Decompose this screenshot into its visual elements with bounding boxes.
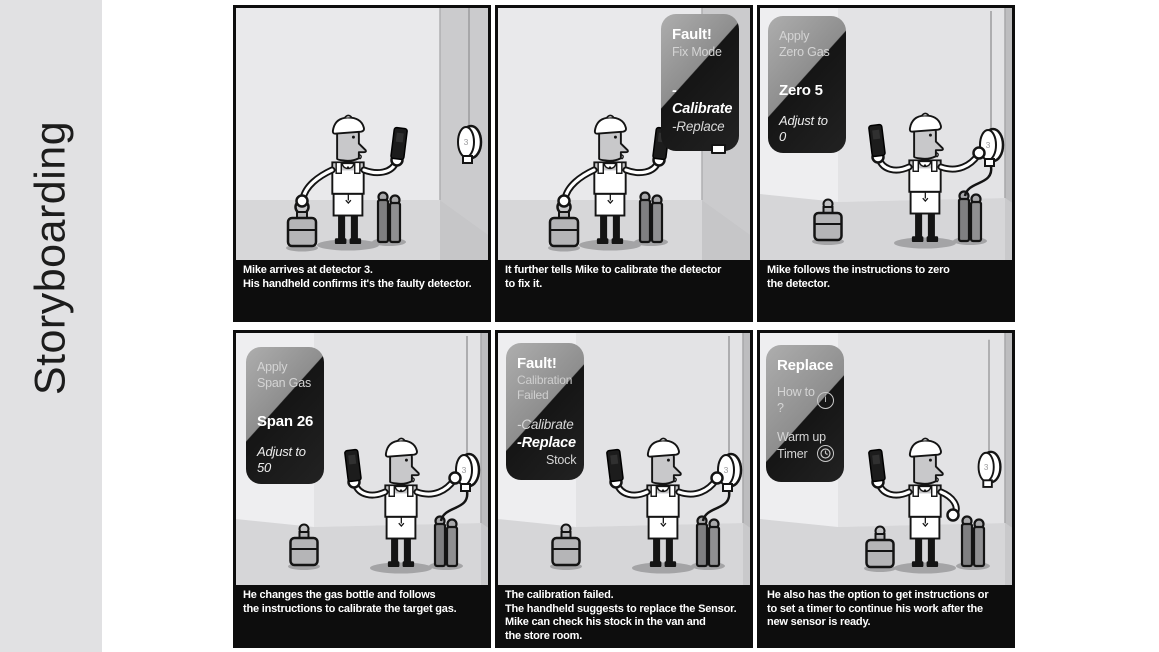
- phone-reading: Span 26: [257, 413, 314, 430]
- phone-howto-label: How to ?: [777, 385, 815, 415]
- panel-4-illustration: [236, 333, 488, 585]
- phone-adjustment: Adjust to 50: [257, 444, 306, 475]
- phone-option-replace: -Replace: [672, 119, 725, 134]
- phone-instruction: Span Gas: [257, 376, 311, 390]
- caption-line: His handheld confirms it's the faulty detector.: [243, 277, 472, 290]
- panel-6-caption: [760, 585, 1012, 645]
- panel-3-illustration: [760, 8, 1012, 260]
- phone-subtitle: Calibration: [517, 373, 573, 387]
- caption-line: to set a timer to continue his work after the: [767, 602, 983, 615]
- phone-option-replace: -Replace: [517, 435, 576, 451]
- timer-icon: [817, 445, 834, 462]
- phone-timer-label: Timer: [777, 446, 808, 461]
- caption-line: Mike can check his stock in the van and: [505, 616, 706, 628]
- storyboard-panel-1: [233, 5, 491, 322]
- handheld-screen-calibration-failed: [506, 343, 584, 480]
- panel-5-caption: [498, 585, 750, 645]
- phone-title: Fault!: [517, 355, 557, 372]
- phone-instruction: Apply: [779, 29, 810, 43]
- storyboard-panel-5: [495, 330, 753, 648]
- sidebar: [0, 0, 102, 652]
- phone-warmup-label: Warm up: [777, 430, 826, 444]
- caption-line: He changes the gas bottle and follows: [243, 589, 436, 601]
- phone-subtitle: Failed: [517, 388, 549, 402]
- caption-line: the store room.: [505, 629, 583, 642]
- caption-line: Mike arrives at detector 3.: [243, 264, 373, 276]
- caption-line: He also has the option to get instructions or: [767, 589, 989, 601]
- panel-2-illustration: [498, 8, 750, 260]
- caption-line: It further tells Mike to calibrate the detector: [505, 264, 722, 276]
- panel-1-scene-drawing: [236, 8, 488, 260]
- panel-6-illustration: [760, 333, 1012, 585]
- phone-notch: [711, 144, 726, 154]
- panel-3-caption: [760, 260, 1012, 319]
- storyboard-panel-3: [757, 5, 1015, 322]
- storyboard-panel-2: [495, 5, 753, 322]
- storyboard-panel-4: [233, 330, 491, 648]
- phone-reading: Zero 5: [779, 82, 823, 99]
- info-icon: i: [817, 392, 834, 409]
- handheld-screen-replace: [766, 345, 844, 482]
- handheld-screen-fault: [661, 14, 739, 151]
- handheld-screen-zero: [768, 16, 846, 153]
- caption-line: to fix it.: [505, 277, 543, 290]
- caption-line: new sensor is ready.: [767, 616, 871, 628]
- phone-instruction: Apply: [257, 360, 288, 374]
- phone-title: Replace: [777, 357, 834, 374]
- phone-option-calibrate: -Calibrate: [517, 417, 574, 432]
- caption-line: The calibration failed.: [505, 589, 614, 601]
- phone-subtitle: Fix Mode: [672, 45, 722, 59]
- handheld-screen-span: [246, 347, 324, 484]
- caption-line: The handheld suggests to replace the Sensor.: [505, 602, 737, 615]
- caption-line: the instructions to calibrate the target gas.: [243, 602, 457, 615]
- storyboard-panel-6: [757, 330, 1015, 648]
- caption-line: the detector.: [767, 277, 830, 290]
- phone-stock-label: Stock: [546, 453, 577, 467]
- panel-1-caption: [236, 260, 488, 319]
- panel-4-caption: [236, 585, 488, 645]
- page-title: Storyboarding: [26, 120, 75, 396]
- phone-title: Fault!: [672, 26, 712, 43]
- phone-option-calibrate: -Calibrate: [672, 83, 733, 117]
- caption-line: Mike follows the instructions to zero: [767, 264, 950, 276]
- phone-instruction: Zero Gas: [779, 45, 830, 59]
- panel-2-caption: [498, 260, 750, 319]
- panel-5-illustration: [498, 333, 750, 585]
- phone-adjustment: Adjust to 0: [779, 113, 828, 144]
- storyboard-grid: [233, 5, 1015, 648]
- panel-1-illustration: [236, 8, 488, 260]
